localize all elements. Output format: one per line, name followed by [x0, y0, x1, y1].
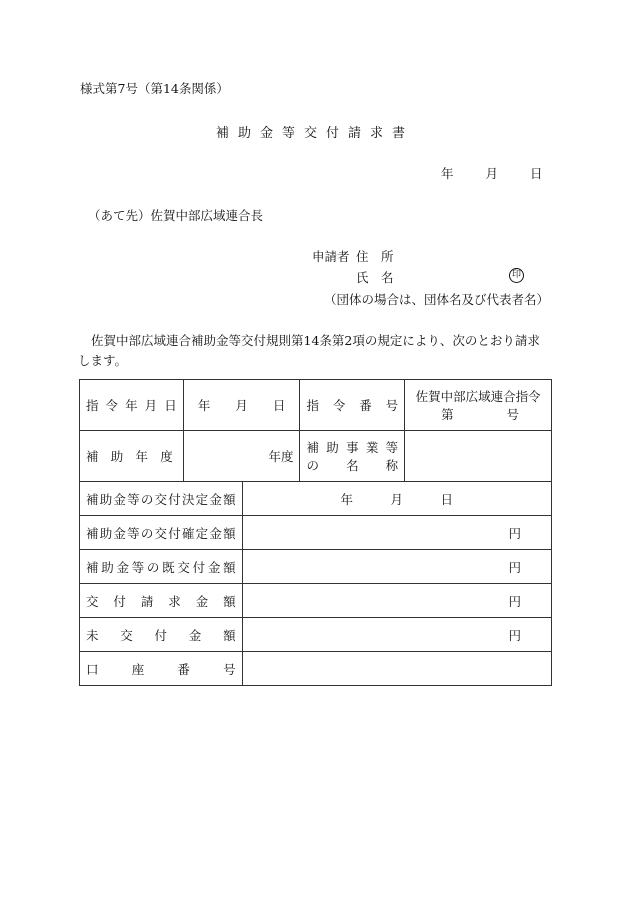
order-number-label: 指令番号	[300, 380, 405, 431]
decision-amount-label: 補助金等の交付決定金額	[80, 482, 243, 516]
unpaid-amount-value[interactable]: 円	[242, 618, 551, 652]
confirmed-amount-label: 補助金等の交付確定金額	[80, 516, 243, 550]
decision-amount-value[interactable]: 年 月 日	[242, 482, 551, 516]
date-day: 日	[529, 166, 543, 181]
request-amount-label: 交付請求金額	[80, 584, 243, 618]
paid-amount-value[interactable]: 円	[242, 550, 551, 584]
applicant-note: （団体の場合は、団体名及び代表者名）	[324, 292, 550, 307]
order-number-value: 佐賀中部広域連合指令 第 号	[405, 380, 552, 431]
address-label: 住 所	[356, 249, 394, 264]
date-year: 年	[441, 166, 454, 181]
applicant-label: 申請者	[312, 249, 350, 264]
name-label: 氏 名	[356, 270, 394, 285]
fiscal-year-label: 補助年度	[80, 431, 184, 482]
order-date-label: 指令年月日	[80, 380, 184, 431]
body-paragraph: 佐賀中部広域連合補助金等交付規則第14条第2項の規定により、次のとおり請求します。	[78, 333, 540, 368]
request-amount-value[interactable]: 円	[242, 584, 551, 618]
confirmed-amount-value[interactable]: 円	[242, 516, 551, 550]
date-month: 月	[485, 166, 498, 181]
project-name-label: 補助事業等 の名称	[300, 431, 405, 482]
document-title: 補助金等交付請求書	[215, 126, 414, 141]
addressee: （あて先）佐賀中部広域連合長	[88, 208, 264, 223]
account-number-value[interactable]	[242, 652, 551, 686]
paid-amount-label: 補助金等の既交付金額	[80, 550, 243, 584]
fiscal-year-value: 年度	[183, 431, 300, 482]
unpaid-amount-label: 未交付金額	[80, 618, 243, 652]
account-number-label: 口座番号	[80, 652, 243, 686]
order-date-value: 年 月 日	[183, 380, 300, 431]
form-number: 様式第7号（第14条関係）	[80, 81, 229, 96]
grant-request-table	[79, 379, 552, 686]
date-row	[441, 164, 542, 182]
project-name-value[interactable]	[405, 431, 552, 482]
seal-mark: 印	[509, 268, 524, 283]
